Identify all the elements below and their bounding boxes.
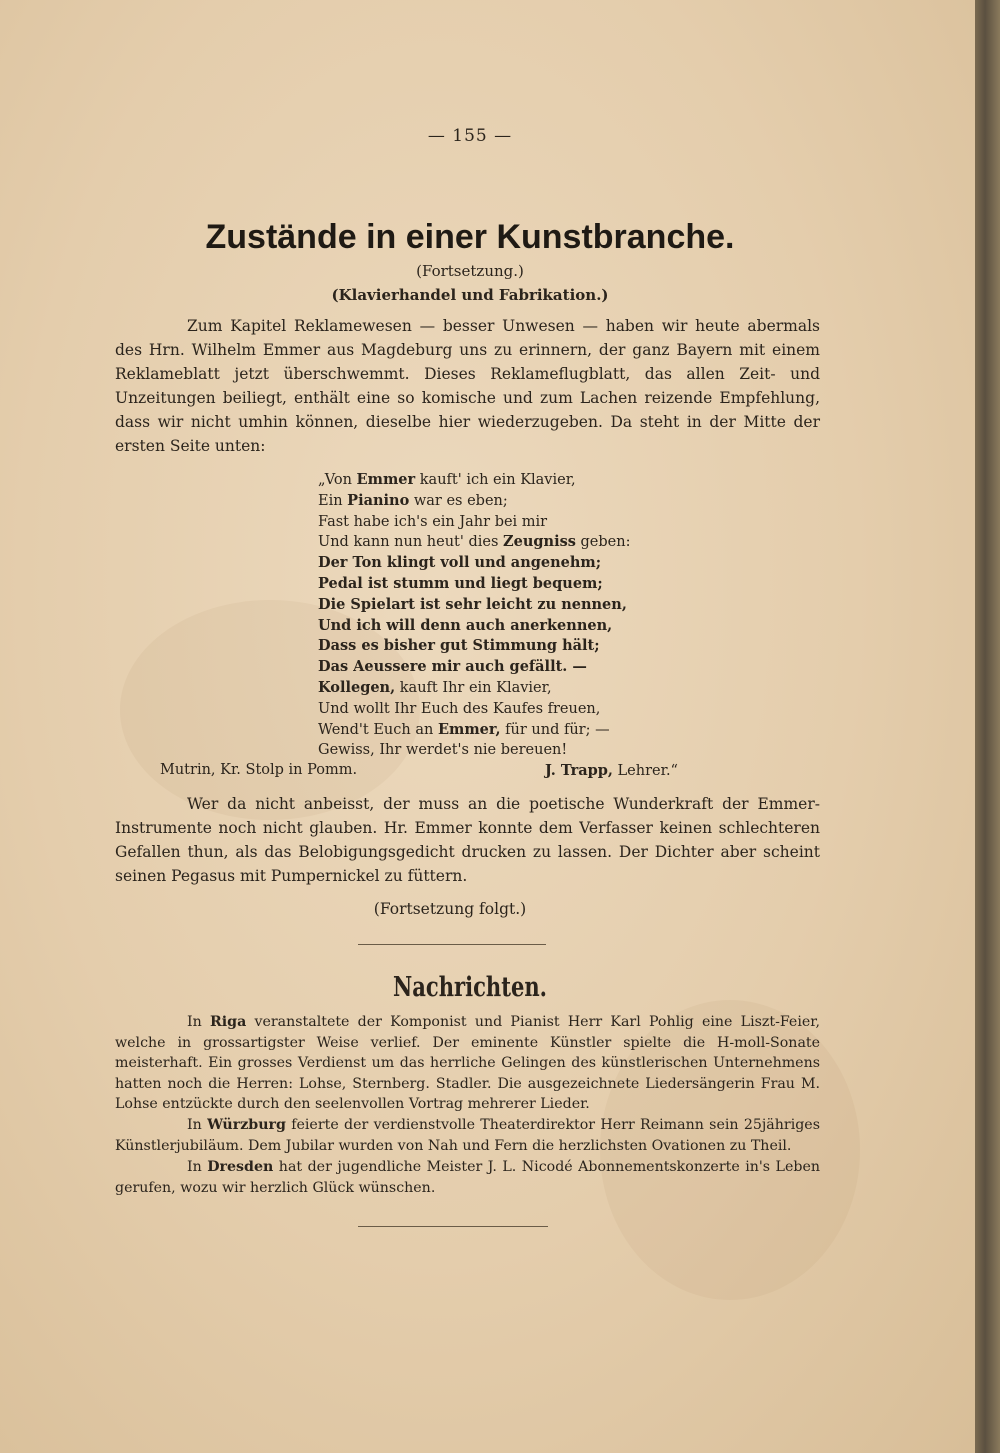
article-paragraph	[115, 792, 820, 888]
article-subtitle: (Fortsetzung.)	[416, 262, 524, 280]
news-item: In Würzburg feierte der verdienstvolle Theaterdirektor Herr Reimann sein 25jähriges Künstlerjubiläum. Dem Jubilar wurden von Nah und Fern die herzlichsten Ovationen zu Theil.	[115, 1117, 820, 1154]
poem-line: Gewiss, Ihr werdet's nie bereuen!	[318, 742, 568, 759]
news-place: Würzburg	[207, 1117, 286, 1133]
book-binding	[975, 0, 1000, 1453]
poem-line: Kollegen, kauft Ihr ein Klavier,	[318, 678, 552, 696]
article-paragraph	[115, 314, 820, 458]
poem-line: Und ich will denn auch anerkennen,	[318, 616, 613, 634]
paragraph-text: Wer da nicht anbeisst, der muss an die poetische Wunderkraft der Emmer-Instrumente noch nicht glauben. Hr. Emmer konnte dem Verfasser keinen schlechteren Gefallen thun, als das Belobigungsgedicht drucken zu lassen. Der Dichter aber scheint seinen Pegasus mit Pumpernickel zu füttern.	[115, 795, 820, 885]
poem-line: Wend't Euch an Emmer, für und für; —	[318, 720, 610, 738]
paragraph-text: Zum Kapitel Reklamewesen — besser Unwesen — haben wir heute abermals des Hrn. Wilhelm Emmer aus Magdeburg uns zu erinnern, der ganz Bayern mit einem Reklameblatt jetzt überschwemmt. Dieses Reklameflugblatt, das allen Zeit- und Unzeitungen beiliegt, enthält eine so komische und zum Lachen reizende Empfehlung, dass wir nicht umhin können, dieselbe hier wiederzugeben. Da steht in der Mitte der ersten Seite unten:	[115, 317, 820, 455]
poem-line: Fast habe ich's ein Jahr bei mir	[318, 513, 548, 530]
news-place: Riga	[209, 1014, 247, 1030]
poem-line: Und wollt Ihr Euch des Kaufes freuen,	[318, 700, 601, 717]
article-section: (Klavierhandel und Fabrikation.)	[331, 286, 609, 304]
divider	[358, 944, 546, 945]
poem-line: „Von Emmer kauft' ich ein Klavier,	[318, 471, 576, 488]
signature-place: Mutrin, Kr. Stolp in Pomm.	[160, 762, 358, 778]
news-item: In Dresden hat der jugendliche Meister J. L. Nicodé Abonnementskonzerte in's Leben gerufen, wozu wir herzlich Glück wünschen.	[115, 1159, 820, 1196]
page-number: — 155 —	[427, 126, 513, 146]
news-title: Nachrichten.	[392, 972, 548, 1003]
news-place: Dresden	[207, 1159, 274, 1175]
poem-line: Das Aeussere mir auch gefällt. —	[318, 658, 587, 676]
poem-line: Die Spielart ist sehr leicht zu nennen,	[318, 595, 627, 613]
poem-line: Der Ton klingt voll und angenehm;	[318, 554, 602, 572]
poem	[318, 470, 738, 761]
poem-line: Dass es bisher gut Stimmung hält;	[318, 637, 600, 655]
poem-line: Ein Pianino war es eben;	[318, 491, 508, 509]
poem-line: Pedal ist stumm und liegt bequem;	[318, 574, 603, 592]
signature-author: J. Trapp, Lehrer.“	[545, 762, 678, 779]
poem-signature	[160, 762, 820, 778]
divider	[358, 1226, 548, 1227]
continued-note: (Fortsetzung folgt.)	[373, 900, 527, 918]
poem-line: Und kann nun heut' dies Zeugniss geben:	[318, 533, 631, 551]
news-item: In Riga veranstaltete der Komponist und Pianist Herr Karl Pohlig eine Liszt-Feier, welche in grossartigster Weise verlief. Der eminente Künstler spielte die H-moll-Sonate meisterhaft. Ein grosses Verdienst um das herrliche Gelingen des künstlerischen Unternehmens hatten noch die Herren: Lohse, Sternberg. Stadler. Die ausgezeichnete Liedersängerin Frau M. Lohse entzückte durch den seelenvollen Vortrag mehrerer Lieder.	[115, 1014, 820, 1112]
article-title: Zustände in einer Kunstbranche.	[205, 218, 735, 256]
